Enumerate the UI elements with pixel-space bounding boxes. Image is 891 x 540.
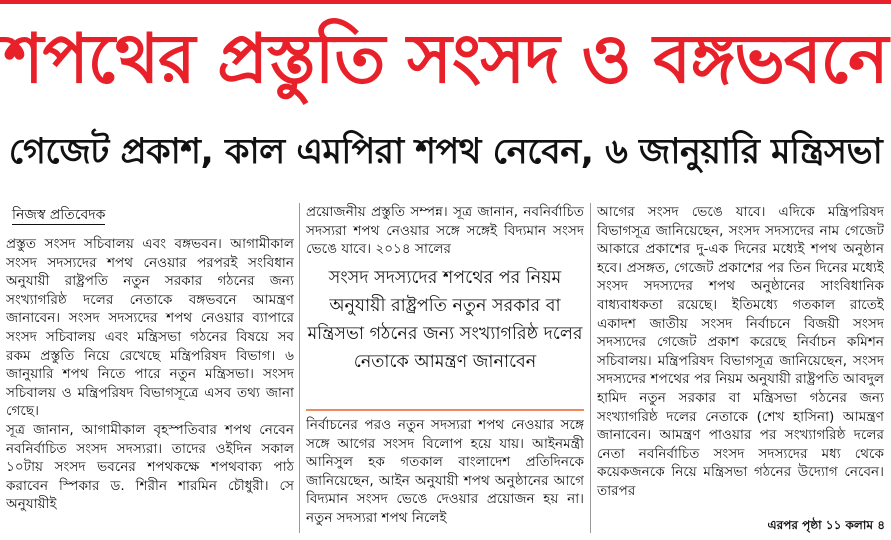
column1-paragraph-2: সূত্র জানান, আগামীকাল বৃহস্পতিবার শপথ নেবেন নবনির্বাচিত সংসদ সদস্যরা। তাদের ওইদিন সকাল ১০টায় সংসদ ভবনের শপথকক্ষে শপথবাক্য পাঠ করাবেন স্পিকার ড. শিরীন শারমিন চৌধুরী। সে অনুযায়ীই: [6, 421, 294, 513]
column2-bottom-text: নির্বাচনের পরও নতুন সদস্যরা শপথ নেওয়ার সঙ্গে সঙ্গে আগের সংসদ বিলোপ হয়ে যায়। আইনমন্ত্রী আনিসুল হক গতকাল বাংলাদেশ প্রতিদিনকে জানিয়েছেন, আইন অনুযায়ী শপথ অনুষ্ঠানের আগে বিদ্যমান সংসদ ভেঙে দেওয়ার প্রয়োজন হয় না। নতুন সদস্যরা শপথ নিলেই: [306, 417, 584, 526]
continued-on-page: এরপর পৃষ্ঠা ১১ কলাম ৪: [767, 518, 885, 532]
column1-paragraph-1: প্রস্তুত সংসদ সচিবালয় এবং বঙ্গভবন। আগামীকাল সংসদ সদস্যদের শপথ নেওয়ার পরপরই সংবিধান অনুযায়ী রাষ্ট্রপতি নতুন সরকার গঠনের জন্য সংখ্যাগরিষ্ঠ দলের নেতাকে বঙ্গভবনে আমন্ত্রণ জানাবেন। সংসদ সদস্যদের শপথ নেওয়ার ব্যাপারে সংসদ সচিবালয় এবং মন্ত্রিসভা গঠনের বিষয়ে সব রকম প্রস্তুতি নিয়ে রেখেছে মন্ত্রিপরিষদ বিভাগ। ৬ জানুয়ারি শপথ নিতে পারে নতুন মন্ত্রিসভা। সংসদ সচিবালয় ও মন্ত্রিপরিষদ বিভাগসূত্রে এসব তথ্য জানা গেছে।: [6, 236, 294, 420]
article-column-3: [597, 203, 884, 533]
subheadline: গেজেট প্রকাশ, কাল এমপিরা শপথ নেবেন, ৬ জানুয়ারি মন্ত্রিসভা: [8, 132, 883, 172]
article-column-1: [6, 235, 294, 535]
byline-text: নিজস্ব প্রতিবেদক: [12, 207, 106, 223]
pull-quote-rule: [306, 409, 584, 411]
pull-quote: সংসদ সদস্যদের শপথের পর নিয়ম অনুযায়ী রাষ্ট্রপতি নতুন সরকার বা মন্ত্রিসভা গঠনের জন্য সংখ্যাগরিষ্ঠ দলের নেতাকে আমন্ত্রণ জানাবেন: [307, 268, 583, 372]
column2-top-text: প্রয়োজনীয় প্রস্তুতি সম্পন্ন। সূত্র জানান, নবনির্বাচিত সদস্যরা শপথ নেওয়ার সঙ্গে সঙ্গেই বিদ্যমান সংসদ ভেঙে যাবে। ২০১৪ সালের: [306, 204, 584, 258]
column-divider-2: [590, 203, 591, 533]
byline: [12, 205, 212, 225]
column-divider-1: [299, 203, 300, 533]
top-red-rule: [0, 0, 891, 4]
column3-paragraph: আগের সংসদ ভেঙে যাবে। এদিকে মন্ত্রিপরিষদ বিভাগসূত্র জানিয়েছেন, সংসদ সদস্যদের নাম গেজেট আকারে প্রকাশের দু-এক দিনের মধ্যেই শপথ অনুষ্ঠান হবে। প্রসঙ্গত, গেজেট প্রকাশের পর তিন দিনের মধ্যেই সংসদ সদস্যদের শপথ অনুষ্ঠানের সাংবিধানিক বাধ্যবাধকতা রয়েছে। ইতিমধ্যে গতকাল রাতেই একাদশ জাতীয় সংসদ নির্বাচনে বিজয়ী সংসদ সদস্যদের গেজেট প্রকাশ করেছে নির্বাচন কমিশন সচিবালয়। মন্ত্রিপরিষদ বিভাগসূত্র জানিয়েছেন, সংসদ সদস্যদের শপথের পর নিয়ম অনুযায়ী রাষ্ট্রপতি আবদুল হামিদ নতুন সরকার বা মন্ত্রিসভা গঠনের জন্য সংখ্যাগরিষ্ঠ দলের নেতাকে (শেখ হাসিনা) আমন্ত্রণ জানাবেন। আমন্ত্রণ পাওয়ার পর সংখ্যাগরিষ্ঠ দলের নেতা নবনির্বাচিত সংসদ সদস্যদের মধ্য থেকে কয়েকজনকে নিয়ে মন্ত্রিসভা গঠনের উদ্যোগ নেবেন। তারপর: [597, 204, 884, 499]
headline: শপথের প্রস্তুতি সংসদ ও বঙ্গভবনে: [3, 20, 888, 99]
article-column-2-bottom: [306, 416, 584, 538]
article-column-2-top: [306, 203, 584, 259]
